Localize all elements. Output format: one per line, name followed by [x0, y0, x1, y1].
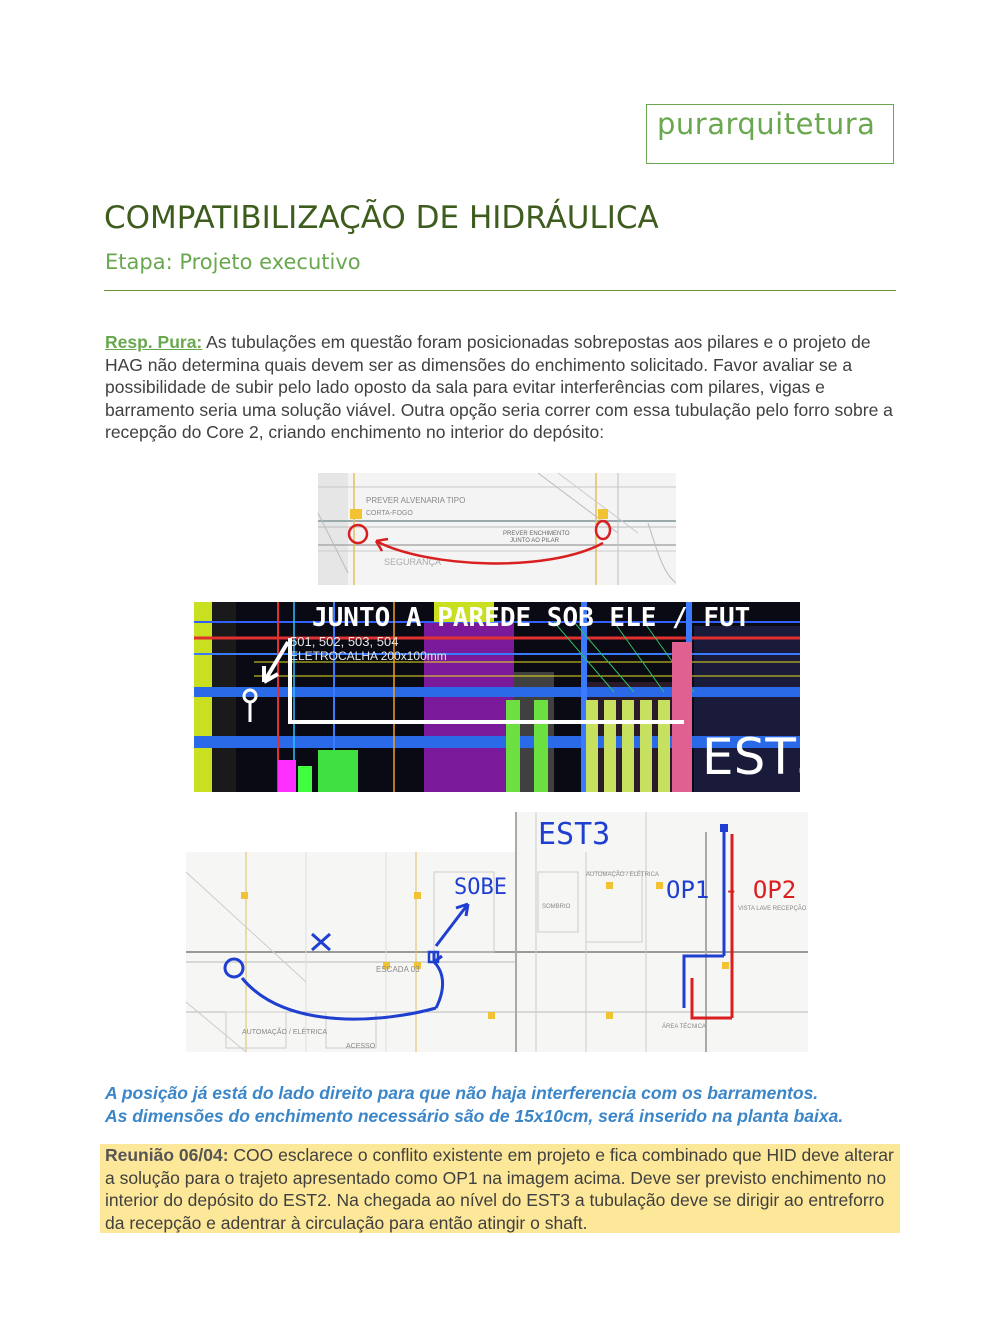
company-logo	[646, 104, 894, 164]
fig1-label-3: JUNTO AO PILAR	[510, 538, 559, 544]
fig3-label-4: AUTOMAÇÃO / ELÉTRICA	[586, 872, 659, 878]
figure-2-drawing	[194, 602, 828, 792]
figure-1-drawing	[318, 473, 676, 585]
response-paragraph	[105, 331, 905, 444]
fig3-est3-note: EST3	[538, 817, 611, 852]
fig3-label-5: VISTA LAVE RECEPÇÃO	[738, 906, 807, 912]
fig2-handwritten-note: JUNTO A PAREDE SOB ELE / FUT	[312, 603, 751, 633]
page-subtitle: Etapa: Projeto executivo	[105, 250, 361, 274]
figure-bim-screenshot	[194, 602, 828, 792]
meeting-paragraph	[105, 1144, 895, 1234]
note-line-1: A posição já está do lado direito para que não haja interferencia com os barramentos.	[105, 1083, 819, 1103]
response-label: Resp. Pura:	[105, 332, 203, 352]
fig3-label-3: SOMBRIO	[542, 904, 571, 910]
figure-cad-plan-markup	[186, 812, 808, 1052]
fig3-op2-note: - OP2	[724, 876, 797, 904]
page-title: COMPATIBILIZAÇÃO DE HIDRÁULICA	[104, 200, 659, 236]
figure-3-drawing	[186, 812, 808, 1052]
fig1-label-4: SEGURANÇA	[384, 557, 442, 567]
logo-text: purarquitetura	[657, 107, 876, 141]
header-divider	[104, 290, 896, 291]
response-text: As tubulações em questão foram posicionadas sobrepostas aos pilares e o projeto de HAG não determina quais devem ser as dimensões do enchimento solicitado. Favor avaliar se a possibilidade de subir pelo lado oposto da sala para evitar interferências com pilares, vigas e barramento seria uma solução viável. Outra opção seria correr com essa tubulação pelo forro sobre a recepção do Core 2, criando enchimento no interior do depósito:	[105, 332, 893, 442]
fig1-label-2: PREVER ENCHIMENTO	[503, 531, 570, 537]
figure-cad-plan-1	[318, 473, 676, 585]
fig2-label-1: ELETROCALHA 200x100mm	[290, 649, 447, 663]
fig1-label-0: PREVER ALVENARIA TIPO	[366, 496, 466, 505]
designer-note	[105, 1082, 905, 1128]
fig2-label-0: 501, 502, 503, 504	[290, 634, 399, 649]
fig3-label-2: ACESSO	[346, 1043, 376, 1050]
fig3-label-1: AUTOMAÇÃO / ELÉTRICA	[242, 1029, 328, 1036]
meeting-text: COO esclarece o conflito existente em projeto e fica combinado que HID deve alterar a solução para o trajeto apresentado como OP1 na imagem acima. Deve ser previsto enchimento no interior do depósito do EST2. Na chegada ao nível do EST3 a tubulação deve se dirigir ao entreforro da recepção e adentrar à circulação para então atingir o shaft.	[105, 1145, 894, 1233]
fig2-est3-label: EST3	[702, 728, 828, 786]
fig1-label-1: CORTA-FOGO	[366, 510, 413, 517]
fig3-op1-note: OP1	[666, 876, 710, 904]
meeting-label: Reunião 06/04:	[105, 1145, 229, 1165]
fig3-label-6: ÁREA TÉCNICA	[662, 1024, 706, 1030]
note-line-2: As dimensões do enchimento necessário são de 15x10cm, será inserido na planta baixa.	[105, 1106, 844, 1126]
fig3-sobe-note: SOBE	[454, 875, 507, 900]
meeting-note-highlight	[100, 1144, 900, 1233]
fig3-label-0: ESCADA 03	[376, 965, 420, 974]
